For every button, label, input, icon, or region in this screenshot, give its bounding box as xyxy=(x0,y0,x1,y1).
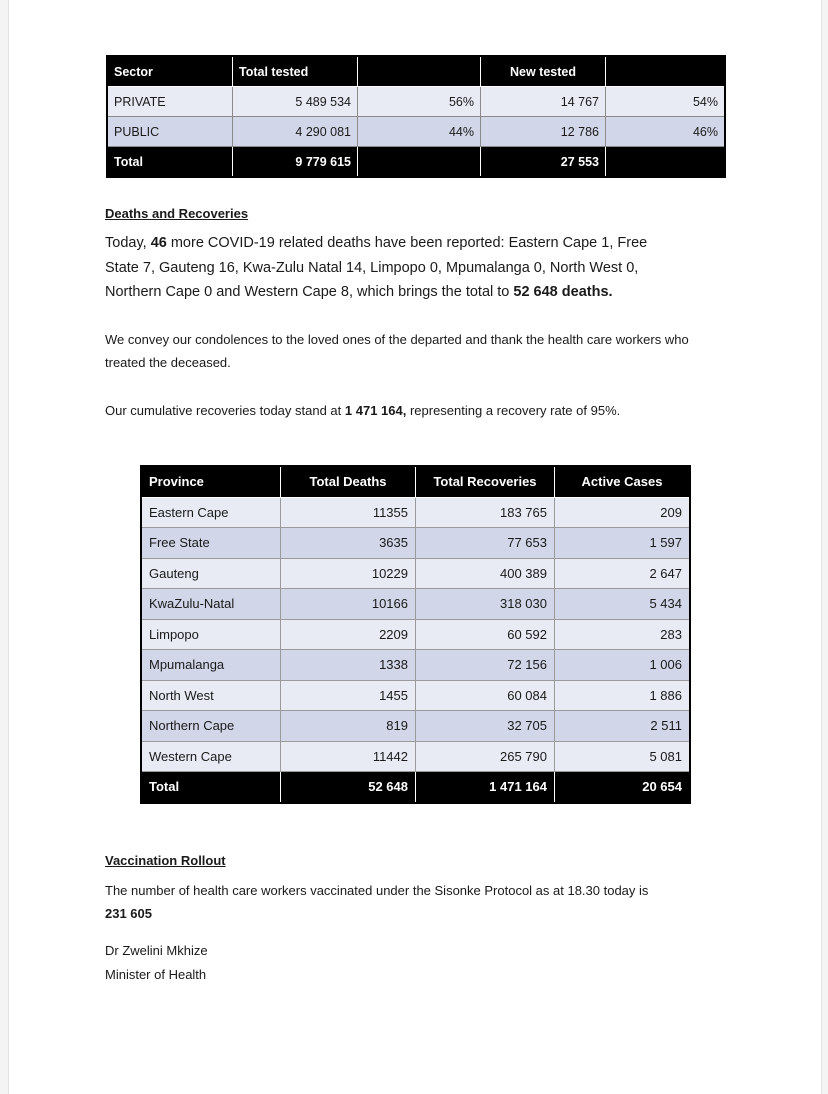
deaths-text: more COVID-19 related deaths have been reported: Eastern Cape 1, Free State 7, Gauteng 16, Kwa-Zulu Natal 14, Limpopo 0, Mpumalanga 0, xyxy=(105,235,648,276)
table-total-row xyxy=(141,772,690,803)
cell-deaths: 1455 xyxy=(281,680,416,711)
table-row xyxy=(141,741,690,772)
table-total-row xyxy=(107,147,725,178)
header-new-tested: New tested xyxy=(481,56,606,87)
cell-new-tested: 27 553 xyxy=(481,147,606,178)
cell-deaths: 2209 xyxy=(281,619,416,650)
cell-active: 20 654 xyxy=(555,772,691,803)
cell-empty xyxy=(606,147,726,178)
cell-active: 1 886 xyxy=(555,680,691,711)
cell-active: 209 xyxy=(555,497,691,528)
cell-recoveries: 265 790 xyxy=(416,741,555,772)
cell-active: 5 081 xyxy=(555,741,691,772)
vaccination-heading: Vaccination Rollout xyxy=(105,853,226,868)
signature-name: Dr Zwelini Mkhize xyxy=(105,943,208,958)
table-header-row xyxy=(141,466,690,497)
cell-recoveries: 72 156 xyxy=(416,650,555,681)
table-row xyxy=(141,558,690,589)
cell-new-pct: 46% xyxy=(606,117,726,147)
table-row xyxy=(141,497,690,528)
vaccination-value: 231 605 xyxy=(105,906,152,921)
cell-deaths: 819 xyxy=(281,711,416,742)
cell-province: Limpopo xyxy=(141,619,281,650)
cell-province: Gauteng xyxy=(141,558,281,589)
condolences-paragraph: We convey our condolences to the loved ones of the departed and thank the health care workers who treated the deceased. xyxy=(105,332,689,370)
cell-province: Northern Cape xyxy=(141,711,281,742)
deaths-total: 52 648 deaths. xyxy=(513,284,613,300)
cell-province: Mpumalanga xyxy=(141,650,281,681)
cell-empty xyxy=(358,147,481,178)
sector-testing-table xyxy=(106,55,726,178)
cell-recoveries: 32 705 xyxy=(416,711,555,742)
cell-sector: PUBLIC xyxy=(107,117,233,147)
cell-deaths: 3635 xyxy=(281,528,416,559)
table-row xyxy=(141,619,690,650)
header-new-pct xyxy=(606,56,726,87)
recoveries-text: Our cumulative recoveries today stand at xyxy=(105,403,345,418)
signature-title: Minister of Health xyxy=(105,967,207,982)
table-row xyxy=(141,680,690,711)
deaths-text: Today, xyxy=(105,235,151,251)
cell-recoveries: 60 084 xyxy=(416,680,555,711)
cell-province: KwaZulu-Natal xyxy=(141,589,281,620)
cell-province: Eastern Cape xyxy=(141,497,281,528)
cell-province: North West xyxy=(141,680,281,711)
cell-recoveries: 1 471 164 xyxy=(416,772,555,803)
cell-total-tested: 4 290 081 xyxy=(233,117,358,147)
header-total-recoveries: Total Recoveries xyxy=(416,466,555,497)
table-row xyxy=(141,528,690,559)
cell-active: 5 434 xyxy=(555,589,691,620)
deaths-text: North West 0, Northern Cape 0 and Western Cape 8, which brings the total to xyxy=(105,259,639,300)
province-table xyxy=(140,465,691,804)
cell-deaths: 1338 xyxy=(281,650,416,681)
recoveries-value: 1 471 164, xyxy=(344,403,407,418)
cell-total-tested: 9 779 615 xyxy=(233,147,358,178)
recoveries-paragraph xyxy=(105,399,705,422)
cell-sector: PRIVATE xyxy=(107,87,233,117)
vaccination-paragraph xyxy=(105,879,725,925)
cell-recoveries: 183 765 xyxy=(416,497,555,528)
vaccination-text: The number of health care workers vaccinated under the Sisonke Protocol as at 18.30 today is xyxy=(105,883,649,898)
cell-deaths: 11355 xyxy=(281,497,416,528)
cell-recoveries: 77 653 xyxy=(416,528,555,559)
cell-province: Free State xyxy=(141,528,281,559)
deaths-count: 46 xyxy=(150,235,167,251)
document-page xyxy=(8,0,822,1094)
cell-deaths: 52 648 xyxy=(281,772,416,803)
cell-total-pct: 56% xyxy=(358,87,481,117)
table-row xyxy=(107,87,725,117)
cell-new-tested: 14 767 xyxy=(481,87,606,117)
cell-recoveries: 318 030 xyxy=(416,589,555,620)
cell-deaths: 10229 xyxy=(281,558,416,589)
deaths-paragraph xyxy=(105,231,685,305)
cell-province: Total xyxy=(141,772,281,803)
cell-active: 283 xyxy=(555,619,691,650)
signature-block xyxy=(105,939,208,987)
header-active-cases: Active Cases xyxy=(555,466,691,497)
cell-active: 2 511 xyxy=(555,711,691,742)
cell-active: 1 597 xyxy=(555,528,691,559)
cell-active: 1 006 xyxy=(555,650,691,681)
cell-total-label: Total xyxy=(107,147,233,178)
cell-new-tested: 12 786 xyxy=(481,117,606,147)
cell-new-pct: 54% xyxy=(606,87,726,117)
table-row xyxy=(141,650,690,681)
cell-recoveries: 400 389 xyxy=(416,558,555,589)
cell-total-pct: 44% xyxy=(358,117,481,147)
table-row xyxy=(141,589,690,620)
header-total-tested: Total tested xyxy=(233,56,358,87)
cell-deaths: 10166 xyxy=(281,589,416,620)
cell-province: Western Cape xyxy=(141,741,281,772)
table-row xyxy=(141,711,690,742)
recoveries-text: representing a recovery rate of 95%. xyxy=(406,403,621,418)
table-row xyxy=(107,117,725,147)
table-header-row xyxy=(107,56,725,87)
cell-recoveries: 60 592 xyxy=(416,619,555,650)
deaths-heading: Deaths and Recoveries xyxy=(105,206,249,221)
header-province: Province xyxy=(141,466,281,497)
cell-total-tested: 5 489 534 xyxy=(233,87,358,117)
cell-active: 2 647 xyxy=(555,558,691,589)
header-total-pct xyxy=(358,56,481,87)
header-sector: Sector xyxy=(107,56,233,87)
header-total-deaths: Total Deaths xyxy=(281,466,416,497)
cell-deaths: 11442 xyxy=(281,741,416,772)
